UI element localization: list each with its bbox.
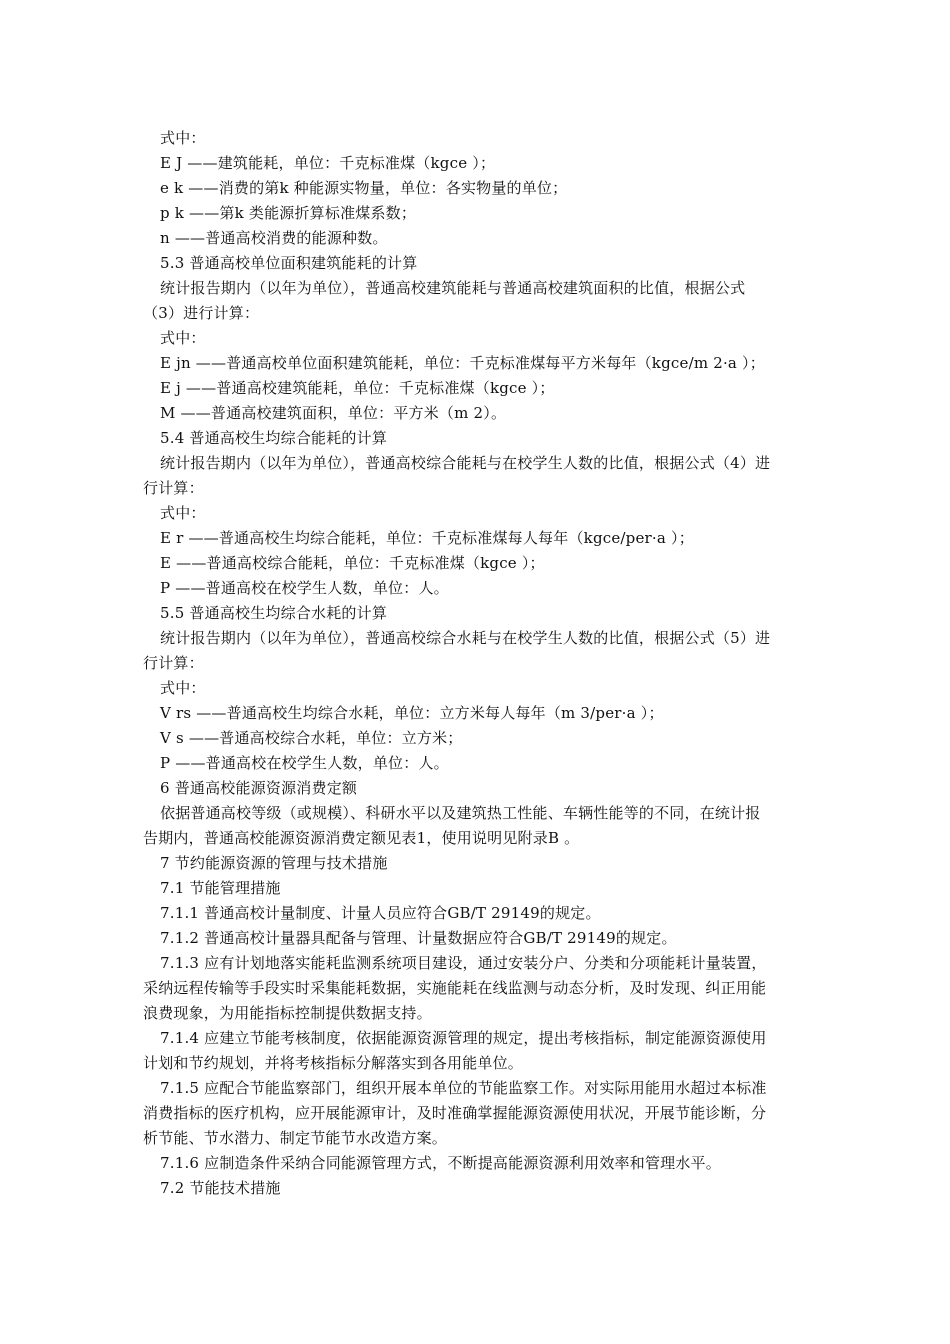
text-line: 式中： — [160, 129, 206, 147]
text-line: 7.1.6 应制造条件采纳合同能源管理方式，不断提高能源资源利用效率和管理水平。 — [160, 1154, 721, 1172]
text-line: P ——普通高校在校学生人数，单位：人。 — [160, 754, 449, 772]
section-heading: 5.4 普通高校生均综合能耗的计算 — [160, 429, 388, 447]
section-heading: 7.2 节能技术措施 — [160, 1179, 281, 1197]
text-line: E J ——建筑能耗，单位：千克标准煤（kgce ）； — [160, 154, 496, 172]
text-line: V s ——普通高校综合水耗，单位：立方米； — [160, 729, 463, 747]
text-line: 7.1.4 应建立节能考核制度，依据能源资源管理的规定，提出考核指标，制定能源资源使用 — [160, 1029, 767, 1047]
text-line: 消费指标的医疗机构，应开展能源审计，及时准确掌握能源资源使用状况，开展节能诊断，分 — [143, 1104, 767, 1122]
text-line: 统计报告期内（以年为单位），普通高校综合水耗与在校学生人数的比值，根据公式（5）进 — [160, 629, 771, 647]
text-line: e k ——消费的第k 种能源实物量，单位：各实物量的单位； — [160, 179, 568, 197]
section-heading: 5.3 普通高校单位面积建筑能耗的计算 — [160, 254, 418, 272]
text-line: 统计报告期内（以年为单位），普通高校建筑能耗与普通高校建筑面积的比值，根据公式 — [160, 279, 746, 297]
text-line: 式中： — [160, 679, 206, 697]
text-line: E r ——普通高校生均综合能耗，单位：千克标准煤每人每年（kgce/per·a ）； — [160, 529, 694, 547]
text-line: 浪费现象，为用能指标控制提供数据支持。 — [143, 1004, 432, 1022]
text-line: 告期内，普通高校能源资源消费定额见表1，使用说明见附录B 。 — [143, 829, 580, 847]
text-line: 统计报告期内（以年为单位），普通高校综合能耗与在校学生人数的比值，根据公式（4）进 — [160, 454, 771, 472]
text-line: 7.1.2 普通高校计量器具配备与管理、计量数据应符合GB/T 29149的规定。 — [160, 929, 677, 947]
text-line: E jn ——普通高校单位面积建筑能耗，单位：千克标准煤每平方米每年（kgce/m 2·a ）； — [160, 354, 765, 372]
text-line: 7.1.5 应配合节能监察部门，组织开展本单位的节能监察工作。对实际用能用水超过本标准 — [160, 1079, 767, 1097]
text-line: 依据普通高校等级（或规模）、科研水平以及建筑热工性能、车辆性能等的不同，在统计报 — [160, 804, 761, 822]
text-line: 7.1.3 应有计划地落实能耗监测系统项目建设，通过安装分户、分类和分项能耗计量装置， — [160, 954, 767, 972]
text-line: V rs ——普通高校生均综合水耗，单位：立方米每人每年（m 3/per·a ）； — [160, 704, 664, 722]
text-line: 析节能、节水潜力、制定节能节水改造方案。 — [143, 1129, 448, 1147]
section-heading: 7 节约能源资源的管理与技术措施 — [160, 854, 388, 872]
text-line: P ——普通高校在校学生人数，单位：人。 — [160, 579, 449, 597]
text-line: p k ——第k 类能源折算标准煤系数； — [160, 204, 417, 222]
text-line: 计划和节约规划，并将考核指标分解落实到各用能单位。 — [143, 1054, 524, 1072]
text-line: M ——普通高校建筑面积，单位：平方米（m 2）。 — [160, 404, 507, 422]
section-heading: 5.5 普通高校生均综合水耗的计算 — [160, 604, 388, 622]
text-line: E ——普通高校综合能耗，单位：千克标准煤（kgce ）； — [160, 554, 545, 572]
text-line: 7.1.1 普通高校计量制度、计量人员应符合GB/T 29149的规定。 — [160, 904, 601, 922]
text-line: 行计算： — [143, 479, 204, 497]
text-line: （3）进行计算： — [143, 304, 260, 322]
text-line: n ——普通高校消费的能源种数。 — [160, 229, 388, 247]
text-line: 行计算： — [143, 654, 204, 672]
text-line: 采纳远程传输等手段实时采集能耗数据，实施能耗在线监测与动态分析，及时发现、纠正用能 — [143, 979, 767, 997]
section-heading: 7.1 节能管理措施 — [160, 879, 281, 897]
section-heading: 6 普通高校能源资源消费定额 — [160, 779, 358, 797]
text-line: E j ——普通高校建筑能耗，单位：千克标准煤（kgce ）； — [160, 379, 555, 397]
text-line: 式中： — [160, 329, 206, 347]
text-line: 式中： — [160, 504, 206, 522]
